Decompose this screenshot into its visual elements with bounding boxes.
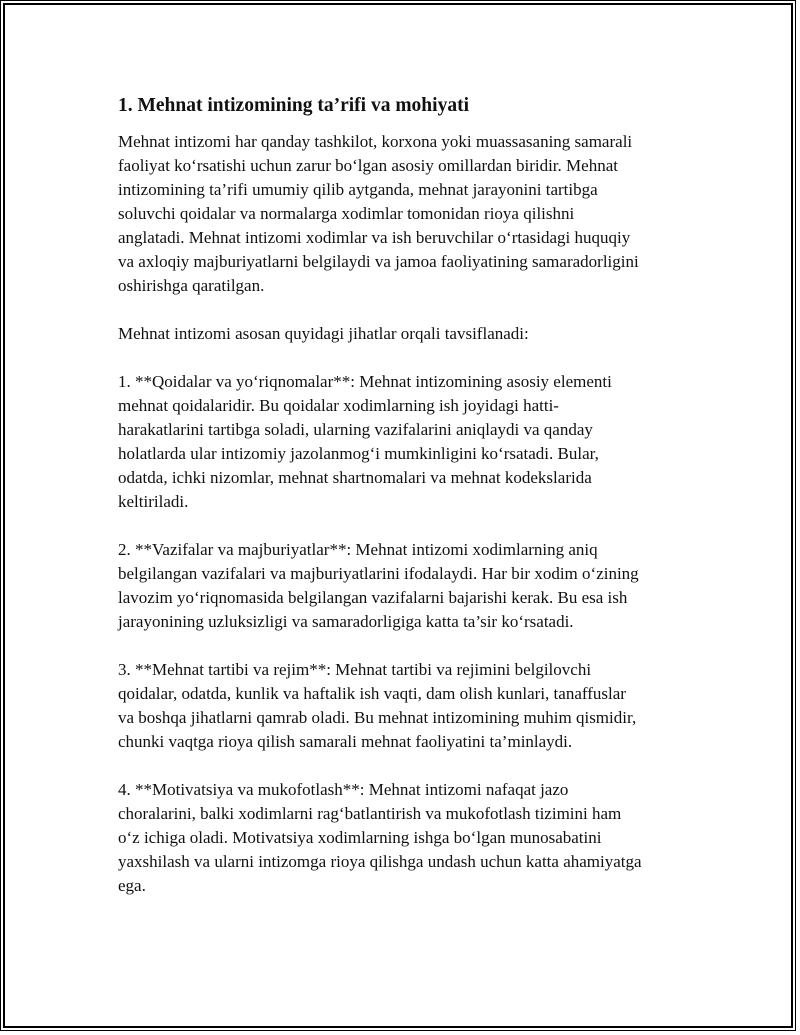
paragraph: [118, 322, 690, 346]
text-line: va boshqa jihatlarni qamrab oladi. Bu mehnat intizomining muhim qismidir,: [118, 708, 637, 727]
paragraph: [118, 130, 690, 298]
text-line: Mehnat intizomi asosan quyidagi jihatlar orqali tavsiflanadi:: [118, 324, 529, 343]
text-line: 1. **Qoidalar va yo‘riqnomalar**: Mehnat intizomining asosiy elementi: [118, 372, 612, 391]
text-line: o‘z ichiga oladi. Motivatsiya xodimlarning ishga bo‘lgan munosabatini: [118, 828, 602, 847]
text-line: 2. **Vazifalar va majburiyatlar**: Mehnat intizomi xodimlarning aniq: [118, 540, 598, 559]
text-line: 4. **Motivatsiya va mukofotlash**: Mehnat intizomi nafaqat jazo: [118, 780, 569, 799]
document-body: [118, 92, 690, 922]
text-line: harakatlarini tartibga soladi, ularning vazifalarini aniqlaydi va qanday: [118, 420, 593, 439]
text-line: ega.: [118, 876, 146, 895]
text-line: anglatadi. Mehnat intizomi xodimlar va ish beruvchilar o‘rtasidagi huquqiy: [118, 228, 631, 247]
text-line: soluvchi qoidalar va normalarga xodimlar tomonidan rioya qilishni: [118, 204, 575, 223]
text-line: lavozim yo‘riqnomasida belgilangan vazifalarni bajarishi kerak. Bu esa ish: [118, 588, 628, 607]
text-line: yaxshilash va ularni intizomga rioya qilishga undash uchun katta ahamiyatga: [118, 852, 642, 871]
text-line: 3. **Mehnat tartibi va rejim**: Mehnat tartibi va rejimini belgilovchi: [118, 660, 592, 679]
text-line: belgilangan vazifalari va majburiyatlarini ifodalaydi. Har bir xodim o‘zining: [118, 564, 639, 583]
section-heading: 1. Mehnat intizomining ta’rifi va mohiyati: [118, 95, 469, 116]
text-line: holatlarda ular intizomiy jazolanmog‘i mumkinligini ko‘rsatadi. Bular,: [118, 444, 599, 463]
text-line: va axloqiy majburiyatlarni belgilaydi va jamoa faoliyatining samaradorligini: [118, 252, 639, 271]
text-line: jarayonining uzluksizligi va samaradorligiga katta ta’sir ko‘rsatadi.: [118, 612, 574, 631]
text-line: oshirishga qaratilgan.: [118, 276, 265, 295]
paragraph: [118, 658, 690, 754]
text-line: intizomining ta’rifi umumiy qilib aytganda, mehnat jarayonini tartibga: [118, 180, 598, 199]
text-line: chunki vaqtga rioya qilish samarali mehnat faoliyatini ta’minlaydi.: [118, 732, 573, 751]
text-line: faoliyat ko‘rsatishi uchun zarur bo‘lgan asosiy omillardan biridir. Mehnat: [118, 156, 618, 175]
text-line: keltiriladi.: [118, 492, 189, 511]
text-line: odatda, ichki nizomlar, mehnat shartnomalari va mehnat kodekslarida: [118, 468, 592, 487]
text-line: choralarini, balki xodimlarni rag‘batlantirish va mukofotlash tizimini ham: [118, 804, 622, 823]
text-line: mehnat qoidalaridir. Bu qoidalar xodimlarning ish joyidagi hatti-: [118, 396, 559, 415]
text-line: qoidalar, odatda, kunlik va haftalik ish vaqti, dam olish kunlari, tanaffuslar: [118, 684, 626, 703]
paragraph-list: [118, 130, 690, 898]
paragraph: [118, 778, 690, 898]
paragraph: [118, 370, 690, 514]
paragraph: [118, 538, 690, 634]
text-line: Mehnat intizomi har qanday tashkilot, korxona yoki muassasaning samarali: [118, 132, 633, 151]
